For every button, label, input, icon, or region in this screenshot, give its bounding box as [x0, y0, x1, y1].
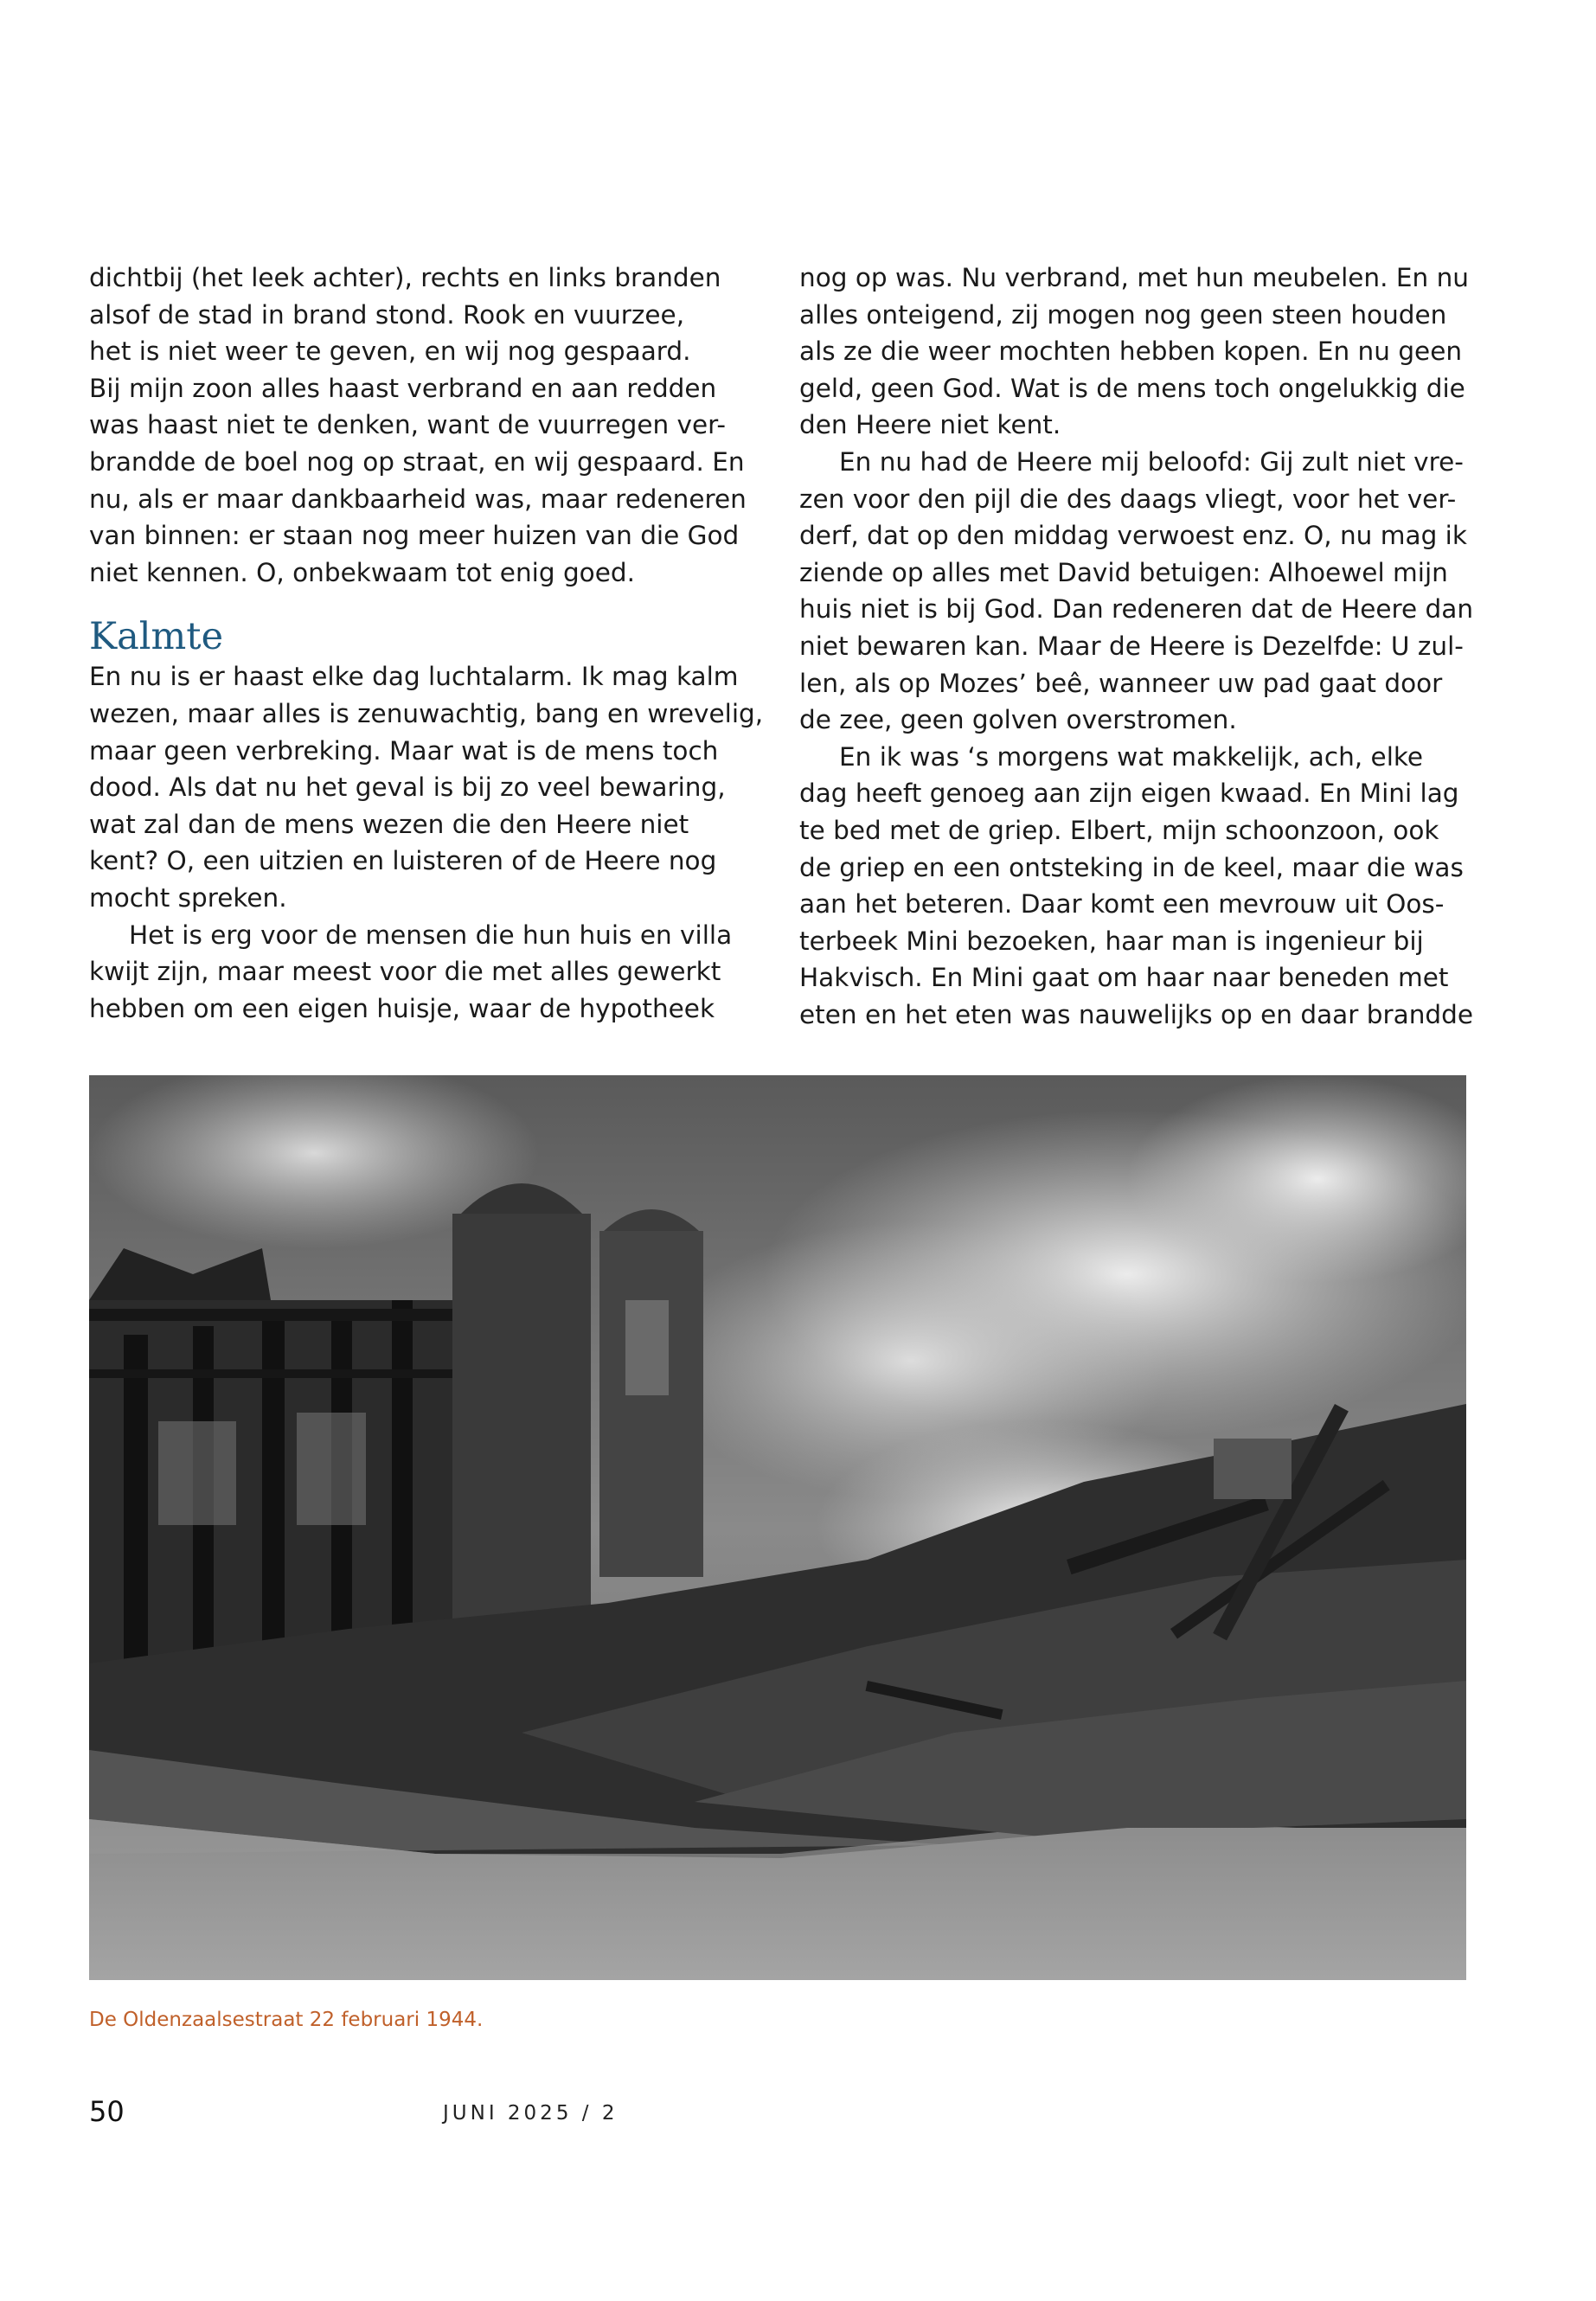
- text-line: dag heeft genoeg aan zijn eigen kwaad. En Mini lag: [799, 779, 1459, 809]
- right-paragraph-1: [799, 260, 1478, 444]
- right-paragraph-3: [799, 739, 1478, 1034]
- text-line: huis niet is bij God. Dan redeneren dat de Heere dan: [799, 594, 1474, 625]
- text-line: En nu had de Heere mij beloofd: Gij zult niet vre-: [839, 446, 1464, 477]
- photo-illustration: [89, 1075, 1466, 1980]
- text-line: kent? O, een uitzien en luisteren of de Heere nog: [89, 846, 717, 876]
- left-column: [89, 260, 764, 1027]
- left-paragraph-2: [89, 658, 764, 916]
- text-line: nu, als er maar dankbaarheid was, maar redeneren: [89, 484, 747, 514]
- text-line: hebben om een eigen huisje, waar de hypotheek: [89, 993, 715, 1023]
- text-line: wat zal dan de mens wezen die den Heere niet: [89, 809, 689, 839]
- text-line: de griep en een ontsteking in de keel, maar die was: [799, 852, 1464, 882]
- text-line: En ik was ‘s morgens wat makkelijk, ach, elke: [839, 741, 1424, 772]
- text-line: terbeek Mini bezoeken, haar man is ingenieur bij: [799, 926, 1424, 956]
- text-line: dood. Als dat nu het geval is bij zo veel bewaring,: [89, 772, 726, 803]
- text-line: van binnen: er staan nog meer huizen van die God: [89, 521, 740, 551]
- text-line: dichtbij (het leek achter), rechts en links branden: [89, 263, 721, 292]
- text-line: aan het beteren. Daar komt een mevrouw uit Oos-: [799, 889, 1445, 920]
- text-line: En nu is er haast elke dag luchtalarm. Ik mag kalm: [89, 662, 739, 692]
- left-paragraph-3: [89, 917, 760, 1028]
- text-line: maar geen verbreking. Maar wat is de mens toch: [89, 735, 719, 766]
- text-line: wezen, maar alles is zenuwachtig, bang en wrevelig,: [89, 698, 764, 728]
- right-paragraph-2: [799, 444, 1478, 739]
- text-line: zen voor den pijl die des daags vliegt, voor het ver-: [799, 484, 1457, 514]
- photo-burned-street: [89, 1075, 1466, 1980]
- text-line: nog op was. Nu verbrand, met hun meubelen. En nu: [799, 263, 1469, 292]
- text-line: len, als op Mozes’ beê, wanneer uw pad gaat door: [799, 668, 1443, 698]
- text-line: niet bewaren kan. Maar de Heere is Dezelfde: U zul-: [799, 631, 1464, 661]
- text-line: eten en het eten was nauwelijks op en daar brandde: [799, 999, 1473, 1029]
- text-line: alsof de stad in brand stond. Rook en vuurzee,: [89, 299, 685, 330]
- text-line: mocht spreken.: [89, 882, 287, 913]
- text-line: ziende op alles met David betuigen: Alhoewel mijn: [799, 557, 1448, 587]
- text-line: niet kennen. O, onbekwaam tot enig goed.: [89, 557, 635, 587]
- text-line: Bij mijn zoon alles haast verbrand en aan redden: [89, 373, 717, 403]
- section-heading-kalmte: Kalmte: [89, 615, 224, 659]
- issue-label: JUNI 2025 / 2: [443, 2102, 619, 2125]
- text-line: als ze die weer mochten hebben kopen. En nu geen: [799, 336, 1463, 367]
- text-line: Het is erg voor de mensen die hun huis en villa: [129, 920, 733, 950]
- text-line: was haast niet te denken, want de vuurregen ver-: [89, 410, 727, 440]
- page-number: 50: [89, 2095, 125, 2128]
- text-line: den Heere niet kent.: [799, 410, 1061, 440]
- photo-caption: De Oldenzaalsestraat 22 februari 1944.: [89, 2009, 484, 2031]
- text-line: brandde de boel nog op straat, en wij gespaard. En: [89, 446, 745, 477]
- text-line: derf, dat op den middag verwoest enz. O, nu mag ik: [799, 521, 1467, 551]
- left-paragraph-1: [89, 260, 760, 591]
- text-line: geld, geen God. Wat is de mens toch ongelukkig die: [799, 373, 1465, 403]
- text-line: Hakvisch. En Mini gaat om haar naar beneden met: [799, 963, 1449, 993]
- right-column: [799, 260, 1478, 1033]
- text-line: kwijt zijn, maar meest voor die met alles gewerkt: [89, 957, 721, 987]
- text-line: te bed met de griep. Elbert, mijn schoonzoon, ook: [799, 815, 1439, 845]
- text-line: het is niet weer te geven, en wij nog gespaard.: [89, 336, 691, 367]
- text-line: de zee, geen golven overstromen.: [799, 705, 1237, 735]
- text-line: alles onteigend, zij mogen nog geen steen houden: [799, 299, 1447, 330]
